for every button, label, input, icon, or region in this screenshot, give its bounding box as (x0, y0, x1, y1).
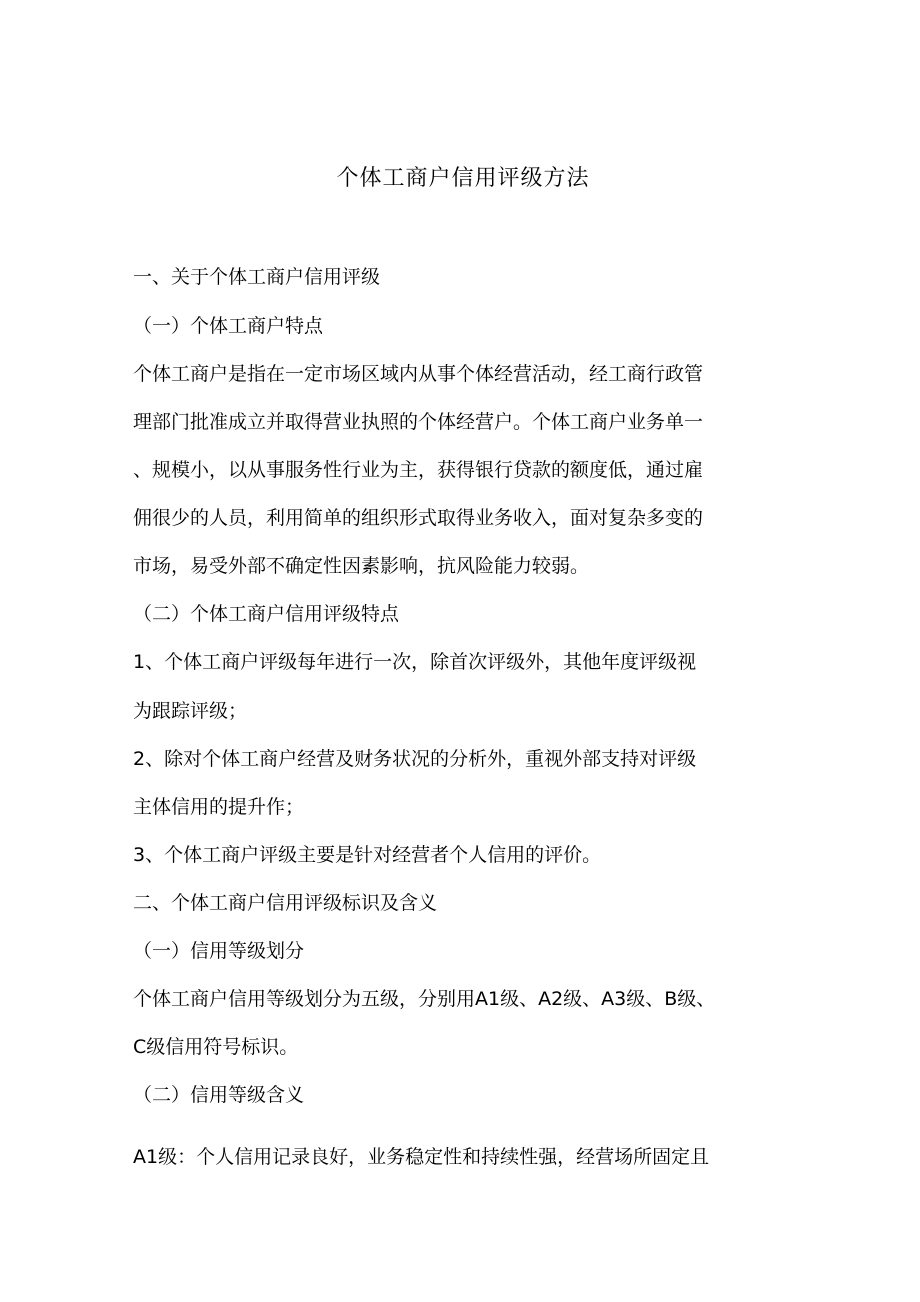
subsection-heading-2-1: （一）信用等级划分 (133, 940, 305, 962)
section-heading-1: 一、关于个体工商户信用评级 (133, 266, 381, 288)
list-item-1: 1、个体工商户评级每年进行一次，除首次评级外，其他年度评级视 (133, 651, 697, 673)
paragraph-line: 理部门批准成立并取得营业执照的个体经营户。个体工商户业务单一 (133, 411, 704, 433)
subsection-heading-2-2: （二）信用等级含义 (133, 1084, 305, 1106)
list-item-2-cont: 主体信用的提升作； (133, 796, 305, 818)
document-title: 个体工商户信用评级方法 (336, 166, 590, 191)
subsection-heading-1-1: （一）个体工商户特点 (133, 315, 324, 337)
section-heading-2: 二、个体工商户信用评级标识及含义 (133, 892, 438, 914)
subsection-heading-1-2: （二）个体工商户信用评级特点 (133, 603, 400, 625)
paragraph-line: 、规模小，以从事服务性行业为主，获得银行贷款的额度低，通过雇 (133, 459, 704, 481)
paragraph-line: 个体工商户是指在一定市场区域内从事个体经营活动，经工商行政管 (133, 363, 704, 385)
paragraph-line: 佣很少的人员，利用简单的组织形式取得业务收入，面对复杂多变的 (133, 507, 704, 529)
list-item-2: 2、除对个体工商户经营及财务状况的分析外，重视外部支持对评级 (133, 748, 697, 770)
list-item-3: 3、个体工商户评级主要是针对经营者个人信用的评价。 (133, 844, 602, 866)
list-item-1-cont: 为跟踪评级； (133, 700, 248, 722)
paragraph-line: A1级：个人信用记录良好，业务稳定性和持续性强，经营场所固定且 (133, 1146, 710, 1168)
paragraph-line: 市场，易受外部不确定性因素影响，抗风险能力较弱。 (133, 555, 590, 577)
paragraph-line: 个体工商户信用等级划分为五级，分别用A1级、A2级、A3级、B级、 (133, 988, 716, 1010)
paragraph-line: C级信用符号标识。 (133, 1036, 299, 1058)
